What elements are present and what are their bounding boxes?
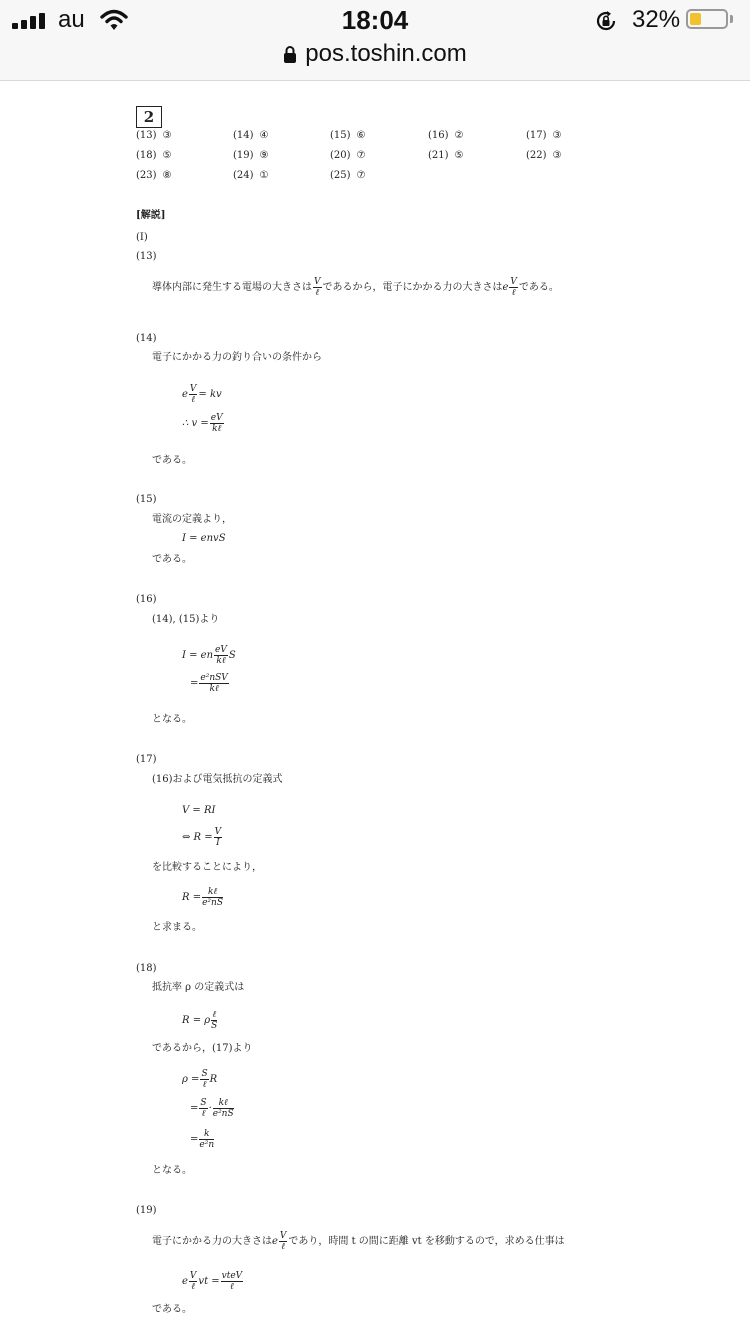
section-18-equation-1: R = ρ $\frac{\text{ℓ}}{S}$	[182, 1010, 218, 1031]
section-18-label: (18)	[136, 963, 157, 974]
section-14-equation-2: ∴ v = $\frac{eV}{\text{kℓ}}$	[182, 413, 223, 434]
answer-item	[136, 130, 172, 141]
document-page	[0, 80, 750, 1334]
section-18-equation-4: = $\frac{k}{\text{e²n}}$	[190, 1129, 215, 1150]
answer-item	[136, 150, 172, 161]
address-bar[interactable]	[0, 40, 750, 68]
answer-item	[330, 130, 366, 141]
section-16-equation-1: I = en $\frac{eV}{\text{kℓ}}$ S	[182, 645, 236, 666]
answer-label: (23)	[136, 170, 157, 181]
rotation-lock-icon	[594, 9, 618, 33]
answer-item	[526, 130, 562, 141]
answer-mark: ③	[552, 130, 562, 141]
section-18-end: となる。	[152, 1165, 192, 1176]
answer-mark: ③	[162, 130, 172, 141]
section-18-equation-2: ρ = $\frac{S}{\text{ℓ}}$ R	[182, 1069, 218, 1090]
section-14-end: である。	[152, 455, 192, 466]
answer-mark: ①	[259, 170, 269, 181]
answer-item	[330, 170, 366, 181]
section-14-equation-1: e $\frac{V}{\text{ℓ}}$ = kv	[182, 384, 222, 405]
answer-mark: ⑥	[356, 130, 366, 141]
problem-number: 2	[136, 106, 162, 128]
answer-item	[526, 150, 562, 161]
section-17-mid: を比較することにより，	[152, 862, 262, 873]
answer-mark: ⑤	[162, 150, 172, 161]
section-18-intro: 抵抗率 ρ の定義式は	[152, 982, 245, 993]
section-13-text: 導体内部に発生する電場の大きさは $\frac{V}{\text{ℓ}}$ であるから，電子にかかる力の大きさはe $\frac{V}{\text{ℓ}}$ である。	[152, 277, 559, 298]
section-16-end: となる。	[152, 714, 192, 725]
answer-item	[233, 130, 269, 141]
answer-label: (25)	[330, 170, 351, 181]
section-17-end: と求まる。	[152, 922, 202, 933]
answer-mark: ⑤	[454, 150, 464, 161]
section-16-intro: (14), (15)より	[152, 614, 220, 625]
answer-item	[136, 170, 172, 181]
section-13-label: (13)	[136, 251, 157, 262]
section-17-equation-2: ⇔ R = $\frac{V}{I}$	[182, 827, 222, 848]
answer-label: (19)	[233, 150, 254, 161]
battery-percent: 32%	[632, 6, 681, 33]
battery-fill	[690, 13, 701, 25]
answer-label: (20)	[330, 150, 351, 161]
section-18-mid: であるから，(17)より	[152, 1043, 253, 1054]
answer-label: (21)	[428, 150, 449, 161]
answer-label: (18)	[136, 150, 157, 161]
answer-item	[428, 130, 464, 141]
section-19-equation: e $\frac{V}{\text{ℓ}}$ vt = $\frac{\text{vteV}}{\text{ℓ}}$	[182, 1271, 243, 1292]
answer-mark: ③	[552, 150, 562, 161]
section-15-label: (15)	[136, 494, 157, 505]
status-bar	[0, 0, 750, 81]
fraction-V-over-l: $\frac{V}{\text{ℓ}}$	[510, 277, 517, 298]
carrier-label: au	[58, 6, 85, 33]
section-15-equation: I = envS	[182, 533, 226, 544]
section-17-equation-1: V = RI	[182, 805, 216, 816]
answer-label: (16)	[428, 130, 449, 141]
url-text[interactable]: pos.toshin.com	[305, 40, 467, 67]
section-17-equation-3: R = $\frac{\text{kℓ}}{\text{e²nS}}$	[182, 887, 223, 908]
section-13-text-a: 導体内部に発生する電場の大きさは	[152, 282, 312, 293]
section-16-label: (16)	[136, 594, 157, 605]
section-16-equation-2: = $\frac{\text{e²nSV}}{\text{kℓ}}$	[190, 673, 228, 694]
answer-mark: ⑨	[259, 150, 269, 161]
section-19-text: 電子にかかる力の大きさはe $\frac{V}{\text{ℓ}}$ であり，時間 t の間に距離 vt を移動するので，求める仕事は	[152, 1231, 565, 1252]
part-label: (I)	[136, 232, 148, 243]
section-14-label: (14)	[136, 333, 157, 344]
answer-mark: ⑦	[356, 150, 366, 161]
section-18-equation-3: = $\frac{S}{\text{ℓ}}$ · $\frac{\text{kℓ}}{\text{e²nS}}$	[190, 1098, 234, 1119]
answer-label: (22)	[526, 150, 547, 161]
answer-label: (17)	[526, 130, 547, 141]
answer-label: (14)	[233, 130, 254, 141]
answer-label: (13)	[136, 130, 157, 141]
answer-label: (24)	[233, 170, 254, 181]
answer-mark: ⑦	[356, 170, 366, 181]
battery-icon	[686, 9, 728, 29]
section-15-end: である。	[152, 554, 192, 565]
section-17-label: (17)	[136, 754, 157, 765]
answer-mark: ⑧	[162, 170, 172, 181]
section-17-intro: (16)および電気抵抗の定義式	[152, 774, 283, 785]
section-14-intro: 電子にかかる力の釣り合いの条件から	[152, 352, 322, 363]
answer-mark: ②	[454, 130, 464, 141]
answer-item	[233, 170, 269, 181]
answer-mark: ④	[259, 130, 269, 141]
answer-item	[428, 150, 464, 161]
lock-icon	[283, 45, 297, 63]
clock: 18:04	[341, 5, 409, 35]
answer-item	[233, 150, 269, 161]
section-19-end: である。	[152, 1304, 192, 1315]
answer-item	[330, 150, 366, 161]
battery-tip	[730, 15, 733, 23]
section-15-intro: 電流の定義より，	[152, 514, 232, 525]
explanation-heading: [解説]	[136, 210, 166, 221]
answer-label: (15)	[330, 130, 351, 141]
section-13-text-b: であるから，電子にかかる力の大きさは	[322, 282, 503, 293]
fraction-V-over-l: $\frac{V}{\text{ℓ}}$	[314, 277, 321, 298]
section-13-text-c: である。	[518, 282, 559, 293]
section-19-label: (19)	[136, 1205, 157, 1216]
